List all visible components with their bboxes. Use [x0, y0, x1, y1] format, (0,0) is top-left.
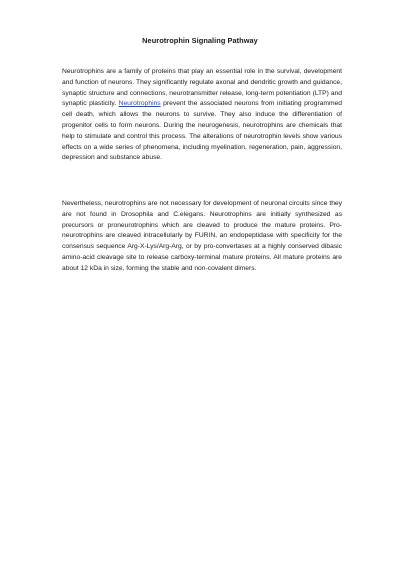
document-title: Neurotrophin Signaling Pathway: [142, 36, 258, 45]
paragraph-1-text-start: Neurotrophins are a family of proteins that play an essential role in the survival, development and function of neurons. They significantly regulate axonal and dendritic growth and guidance, synaptic structure and connections, neurotransmitter release, long-term potentiation (LTP) and synaptic plasticity.: [62, 68, 342, 108]
paragraph-1-text-end: prevent the associated neurons from initiating programmed cell death, which allows the neurons to survive. They also induce the differentiation of progenitor cells to form neurons. During the neurogenesis, neurotrophins are chemicals that help to stimulate and control this process. The alterations of neurotrophin levels show various effects on a wide series of phenomena, including myelination, regeneration, pain, aggression, depression and substance abuse.: [62, 100, 342, 162]
paragraph-1: [62, 67, 342, 164]
neurotrophins-link[interactable]: Neurotrophins: [118, 100, 161, 108]
paragraph-2: Nevertheless, neurotrophins are not necessary for development of neuronal circuits since they are not found in Drosophila and C.elegans. Neurotrophins are initially synthesized as precursors or proneurotrophins which are cleaved to produce the mature proteins. Pro-neurotrophins are cleaved intracellularly by FURIN, an endopeptidase with specificity for the consensus sequence Arg-X-Lys/Arg-Arg, or by pro-convertases at a highly conserved dibasic amino-acid cleavage site to release carboxy-terminal mature proteins. All mature proteins are about 12 kDa in size, forming the stable and non-covalent dimers.: [62, 200, 342, 272]
